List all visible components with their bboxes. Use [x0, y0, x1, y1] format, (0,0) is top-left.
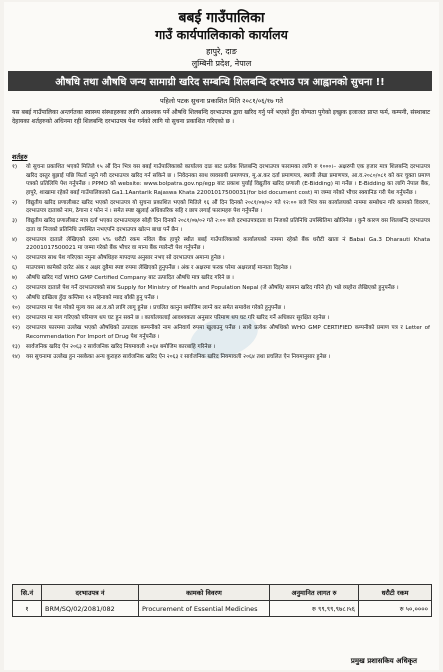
condition-number: ७) — [12, 275, 18, 281]
condition-number: १) — [12, 164, 18, 170]
condition-number: ३) — [12, 218, 18, 224]
col-deposit-amount: धरौटी रकम — [359, 585, 432, 601]
condition-text: यो सुचना प्रकाशित भएको मितिले १५ औं दिन भित्र यस बबई गाउँपालिकाको कार्यालय दाङ बाट प्रत्येक शिलबन्दि दरभाउपत्र फारामका लागि रु १०००।– अक्षरुपी एक हजार मात्र शिलबन्दि दरभाउपत्र खरिद दस्तुर बुझाई पछि फिर्ता नहुने गरी दरभाउपत्र खरिद गर्न सकिने छ । निवेदनका साथ व्यवसायी प्रमाणपत्र, मू.अ.कर दर्ता प्रमाणपत्र, स्थायी लेखा प्रमाणपत्र, आ.व.२०८०/०८१ को कर चुक्ता प्रमाण पत्रको प्रतिलिपि पेश गर्नुपर्नेछ । PPMO को website: www.bolpatra.gov.np/egp बाट प्रकाश पुर्याई विद्युतीय खरिद प्रणाली (E-Bidding) मा गर्नेछ । E-Bidding का लागि नेपाल बैंक, हापुरे, शाखामा रहेको बबई गाउँपालिकाको Ga1.1Aantarik Rajaswa Khata 22001017500031(for bid document cost) मा जम्मा गरेको भौचर स्क्यानिङ गरी पेश गर्नुपर्नेछ । — [26, 164, 430, 196]
condition-text: दरभाउपत्र फारममा उल्लेख भएको औषधिको उत्पादक कम्पनीको नाम अनिवार्य रुपमा खुलाउनु पर्नेछ । साथै प्रत्येक औषधिको WHO GMP CERTIFIED कम्पनीको प्रमाण पत्र र Letter of Recommendation For Import of Drug पेश गर्नुपर्नेछ । — [26, 325, 430, 340]
col-serial: सि.नं — [13, 585, 42, 601]
cell-deposit-amount: रु ५०,०००० — [359, 601, 432, 617]
cell-work-description: Procurement of Essential Medicines — [139, 601, 270, 617]
condition-item — [12, 284, 430, 293]
signatory-title: प्रमुख प्रशासकिय अधिकृत — [350, 657, 417, 665]
intro-paragraph: यस बबई गाउँपालिका अन्तर्गतका स्वास्थ्य संस्थाहरुका लागि आवश्यक पर्ने औषधि शिलबन्दि दरभाउपत्र द्वारा खरिद गर्नु पर्ने भएको हुँदा योग्यता पुगेको इच्छुक इजाजत प्राप्त फर्म, कम्पनी, संस्थाबाट देहायका शर्तहरुको अधिनमा रही शिलबन्दि दरभाउपत्र पेश गर्नको लागि यो सुचना प्रकाशित गरिएको छ । — [12, 109, 430, 126]
condition-item — [12, 264, 430, 273]
condition-number: २) — [12, 199, 18, 206]
condition-text: यस सुचनामा उल्लेख हुन नसकेका अन्य कुराहरु सार्वजनिक खरिद ऐन २०६३ र सार्वजनिक खरिद नियमावली २०६४ तथा प्रचलित ऐन नियमानुसार हुनेछ । — [26, 353, 331, 360]
condition-item — [12, 294, 430, 303]
cell-estimated-cost: रु ९९,९९,९७८।५६ — [270, 601, 359, 617]
col-estimated-cost: अनुमानित लागत रु — [270, 585, 359, 601]
condition-item — [12, 163, 430, 197]
table-row — [13, 601, 432, 617]
condition-text: सार्वजनिक खरिद ऐन २०६३ र सार्वजनिक खरिद नियमावली २०६४ बमोजिम कारबाहि गरिनेछ । — [26, 343, 216, 350]
condition-number: ८) — [12, 285, 18, 291]
condition-text: दरभाउपत्र मा पेश गरेको मूल्य यस आ.व.को लागि लागू हुनेछ । प्रचलित कानुन बमोजिम लाग्ने कर समेत समावेश गरेको हुनुपर्नेछ । — [26, 305, 286, 311]
conditions-list — [12, 163, 430, 525]
condition-item — [12, 274, 430, 283]
condition-number: १०) — [12, 305, 20, 311]
condition-text: दरभाउपत्र साथ पेश गरिएका नमुना औषधिहरु मापदण्ड अनुसार नभए सो दरभाउपत्र अमान्य हुनेछ । — [26, 255, 225, 261]
condition-item — [12, 324, 430, 341]
condition-number: १४) — [12, 353, 20, 360]
col-work-description: कामको विवरण — [139, 585, 270, 601]
condition-item — [12, 199, 430, 216]
condition-number: ११) — [12, 315, 20, 321]
condition-item — [12, 254, 430, 263]
condition-number: ५) — [12, 255, 18, 261]
col-bid-number: दरभाउपत्र नं — [42, 585, 139, 601]
condition-number: ९) — [12, 295, 18, 301]
condition-text: विद्युतीय खरिद प्रणालीबाट खरिद भएको दरभाउपत्र यो सुचना प्रकाशित भएको मितिले १६ औं दिन दिनको २०८१/०७/०२ गते १२:०० बजे भित्र यस कार्यालयको नाममा सम्बोधन गरि कामको विवरण, दरभाउपत्र दाताको नाम, ठेगाना र फोन नं । समेत स्पष्ट खुलाई अधिकारिक सहि र छाप लगाई फारामहरु पेश गर्नुपर्नेछ । — [26, 199, 430, 214]
conditions-heading: शर्तहरु — [12, 153, 28, 161]
condition-text: औषधि खरिद गर्दा WHO GMP Certified Company बाट उत्पादित औषधि मात्र खरिद गरिने छ । — [26, 275, 234, 281]
condition-text: माउपत्रमा कामेको दररेट अंक र अक्षर दुबैमा स्पष्ट रुपमा लेखिएको हुनुपर्नेछ । अंक र अक्षरमा फरक परेमा अक्षरलाई मान्यता दिइनेछ । — [26, 265, 292, 271]
condition-item — [12, 304, 430, 313]
tender-table — [12, 584, 432, 617]
condition-item — [12, 236, 430, 253]
condition-number: ६) — [12, 265, 18, 271]
cell-serial: १ — [13, 601, 42, 617]
condition-item — [12, 343, 430, 352]
address-line-2: लुम्बिनी प्रदेश, नेपाल — [191, 59, 252, 68]
cell-bid-number: BRM/SQ/02/2081/082 — [42, 601, 139, 617]
condition-number: १३) — [12, 343, 20, 350]
condition-text: औषधि दाखिला हुँदा कम्तिमा १२ महिनाको म्याद बाँकी हुनु पर्नेछ । — [26, 295, 159, 301]
condition-text: विद्युतीय खरिद प्रणालीबाट मात्र दर्ता भएका दरभाउपत्रहरु सोही दिन दिनको २०८१/०७/०२ गते २:०० बजे दरभाउपत्रदाता वा निजको प्रतिनिधि उपस्थितिमा खोलिनेछ । कुनै कारण वस शिलबन्दि दरभाउपत्र दाता वा निजको प्रतिनिधि उपस्थित नभएपनि दरभाउपत्र खोल्न बाधा पर्ने छैन । — [26, 218, 430, 233]
office-name: गाउँ कार्यपालिकाको कार्यालय — [155, 27, 288, 42]
municipality-name: बबई गाउँपालिका — [178, 10, 265, 26]
notice-title-banner: औषधि तथा औषधि जन्य सामाग्री खरिद सम्बन्धि शिलबन्दि दरभाउ पत्र आह्वानको सुचना !! — [8, 71, 432, 91]
condition-item — [12, 353, 430, 362]
condition-item — [12, 217, 430, 234]
notice-page — [4, 2, 439, 670]
table-header-row — [13, 585, 432, 601]
condition-text: दरभाउपत्र दाताले पेश गर्ने दरभाउपत्रको साथ Supply for Ministry of Health and Population Nepal (जे औषधि/ सामान खरिद गरिने हो) भन्ने व्यहोरा लेखिएको हुनुपर्नेछ । — [26, 285, 399, 291]
condition-text: दरभाउपत्र दाताले लेखिएको दरमा ५% धरौटी रकम नविल बैंक हापुरे स्थीत बबई गाउँपालिकाको कार्यालयको नाममा रहेको बैंक धरौटी खाता नं Babai Ga.3 Dharauti Khata 22001017500021 मा जम्मा गरेको बैंक भौचर वा मान्य बैंक ग्यारेन्टी पेश गर्नुपर्नेछ । — [26, 236, 430, 251]
condition-text: दरभाउपत्र मा माग गरिएको परिमाण थप घट हुन सक्ने छ । कार्यालयलाई आवश्यकता अनुसार परिमाण थप घट गरि खरिद गर्ने अधिकार सुरक्षित रहनेछ । — [26, 315, 330, 321]
condition-item — [12, 314, 430, 323]
address-line-1: हापुरे, दाङ — [206, 47, 237, 56]
condition-number: ४) — [12, 236, 18, 243]
publication-date: पहिलो पटक सुचना प्रकाशित मिति २०८१/०६/१७ गते — [159, 97, 283, 105]
condition-number: १२) — [12, 325, 20, 331]
